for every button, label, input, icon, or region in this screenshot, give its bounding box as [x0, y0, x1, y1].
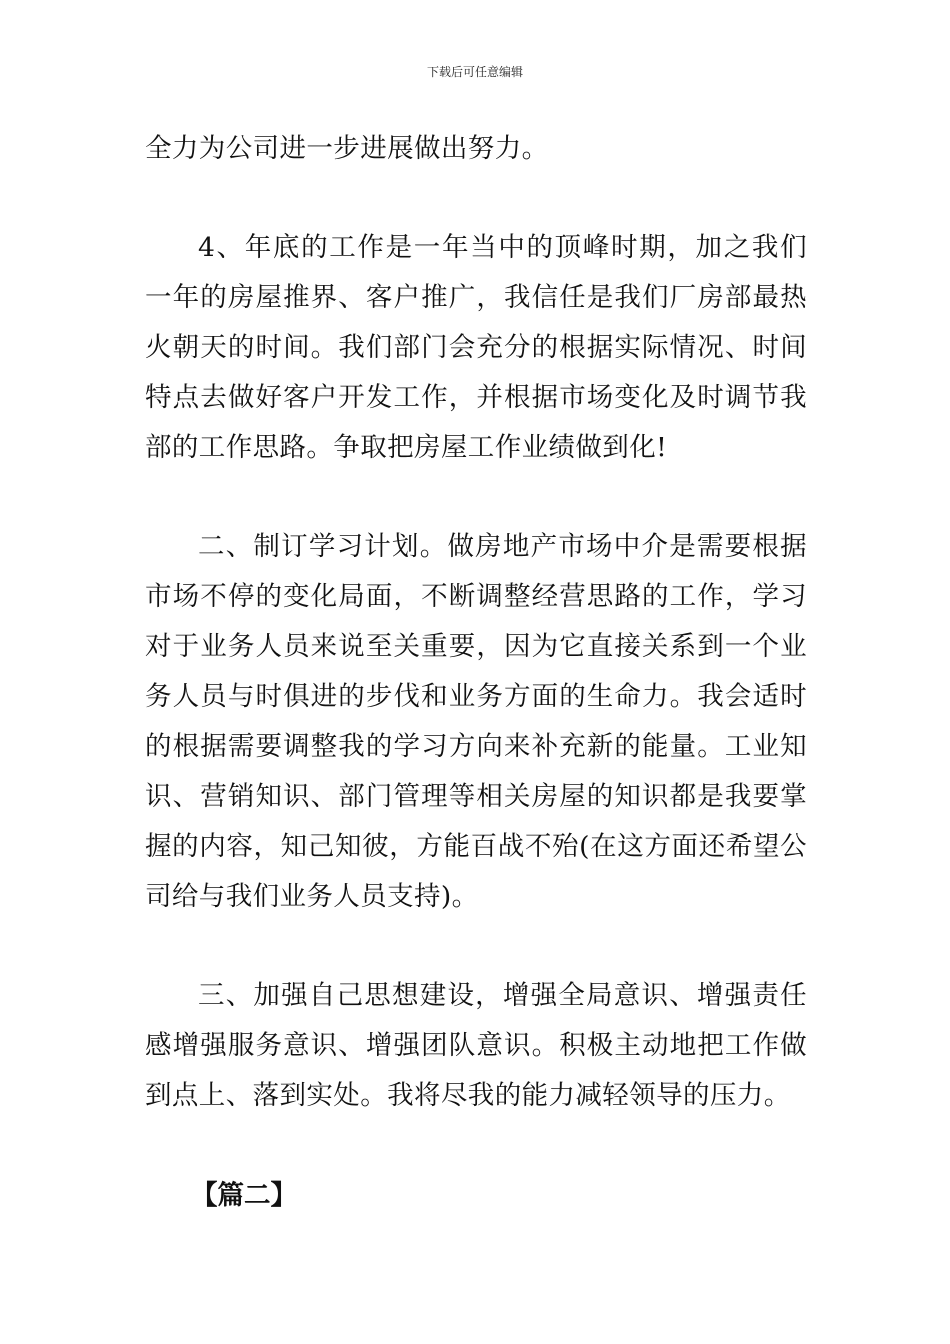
page-header: 下载后可任意编辑	[426, 65, 523, 79]
paragraph-item-4: 4、年底的工作是一年当中的顶峰时期，加之我们一年的房屋推界、客户推广，我信任是我们厂房部最热火朝天的时间。我们部门会充分的根据实际情况、时间特点去做好客户开发工作，并根据市场变化及时调节我部的工作思路。争取把房屋工作业绩做到化!	[145, 232, 807, 463]
paragraph-section-2: 二、制订学习计划。做房地产市场中介是需要根据市场不停的变化局面，不断调整经营思路的工作，学习对于业务人员来说至关重要，因为它直接关系到一个业务人员与时俱进的步伐和业务方面的生命力。我会适时的根据需要调整我的学习方向来补充新的能量。工业知识、营销知识、部门管理等相关房屋的知识都是我要掌握的内容，知己知彼，方能百战不殆(在这方面还希望公司给与我们业务人员支持)。	[145, 531, 807, 912]
paragraph-section-3: 三、加强自己思想建设，增强全局意识、增强责任感增强服务意识、增强团队意识。积极主动地把工作做到点上、落到实处。我将尽我的能力减轻领导的压力。	[145, 980, 807, 1111]
section-title: 【篇二】	[191, 1180, 297, 1211]
paragraph-continuation: 全力为公司进一步进展做出努力。	[145, 133, 549, 164]
document-body	[145, 124, 807, 1221]
